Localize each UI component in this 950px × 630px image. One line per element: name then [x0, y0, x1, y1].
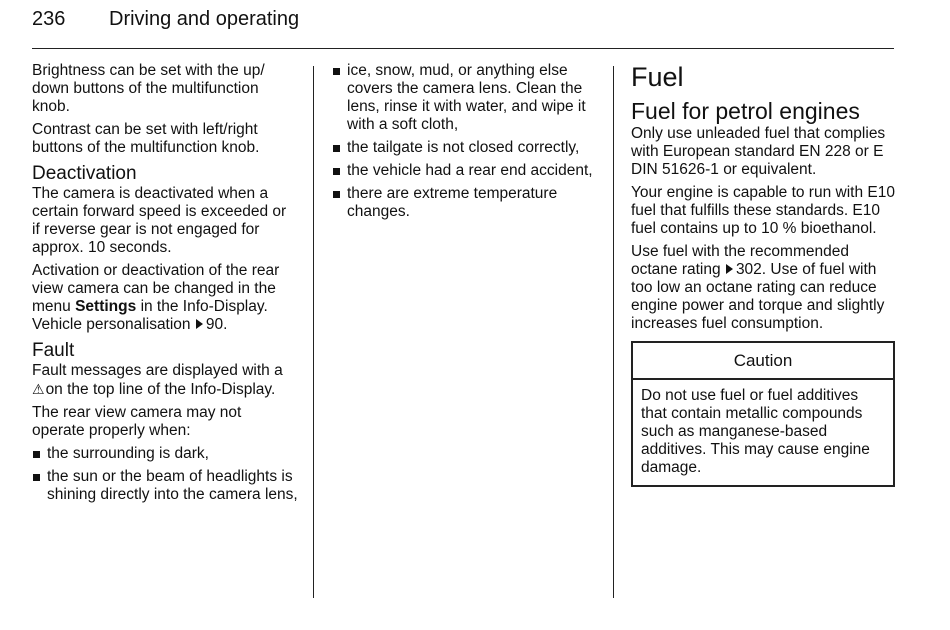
settings-term: Settings [75, 298, 137, 315]
warning-triangle-icon: ⚠ [32, 381, 45, 397]
octane-text: Use fuel with the recommended octane rating [631, 243, 849, 278]
caution-box [631, 341, 895, 487]
column-divider [313, 66, 314, 598]
running-title: Driving and operating [109, 8, 300, 30]
list-item: the vehicle had a rear end accident, [332, 162, 598, 180]
list-item: ice, snow, mud, or anything else covers the camera lens. Clean the lens, rinse it with water, and wipe it with a soft cloth, [332, 62, 598, 134]
fuel-paragraph-1: Only use unleaded fuel that complies with European standard EN 228 or E DIN 51626-1 or equivalent. [631, 125, 886, 178]
section-title: Fuel [631, 62, 684, 92]
condition-list [32, 445, 298, 504]
contrast-paragraph: Contrast can be set with left/right buttons of the multifunction knob. [32, 121, 260, 156]
bullet-square-icon [33, 451, 40, 458]
brightness-paragraph: Brightness can be set with the up/ down buttons of the multifunction knob. [32, 62, 265, 115]
page-reference-arrow-icon [726, 264, 733, 274]
bullet-square-icon [333, 191, 340, 198]
page-reference: 90. [205, 316, 228, 333]
subsection-title: Fuel for petrol engines [631, 98, 860, 124]
page-number: 236 [32, 8, 66, 30]
caution-title: Caution [633, 343, 893, 380]
activation-text-cont: in the Info-Display. Vehicle personalisation [32, 298, 268, 333]
camera-intro: The rear view camera may not operate properly when: [32, 404, 242, 439]
column-divider [613, 66, 614, 598]
bullet-square-icon [333, 145, 340, 152]
caution-body [633, 380, 893, 485]
column-right [631, 62, 895, 487]
activation-text: Activation or deactivation of the rear view camera can be changed in the menu [32, 262, 280, 315]
fault-paragraph [32, 362, 298, 399]
bullet-square-icon [333, 68, 340, 75]
condition-list-cont [332, 62, 598, 221]
deactivation-heading: Deactivation [32, 163, 137, 184]
activation-paragraph [32, 262, 298, 334]
caution-text: Do not use fuel or fuel additives that contain metallic compounds such as manganese-based additives. This may cause engine damage. [641, 387, 870, 476]
list-item: there are extreme temperature changes. [332, 185, 598, 221]
bullet-square-icon [333, 168, 340, 175]
page-reference-arrow-icon [196, 319, 203, 329]
list-item: the tailgate is not closed correctly, [332, 139, 598, 157]
column-middle [332, 62, 598, 226]
list-item: the sun or the beam of headlights is shining directly into the camera lens, [32, 468, 298, 504]
column-left [32, 62, 298, 509]
fuel-paragraph-3 [631, 243, 895, 333]
fault-heading: Fault [32, 340, 75, 361]
deactivation-paragraph: The camera is deactivated when a certain forward speed is exceeded or if reverse gear is not engaged for approx. 10 seconds. [32, 185, 287, 256]
bullet-square-icon [33, 474, 40, 481]
page-reference: 302. [735, 261, 767, 278]
list-item: the surrounding is dark, [32, 445, 298, 463]
fuel-paragraph-2: Your engine is capable to run with E10 fuel that fulfills these standards. E10 fuel contains up to 10 % bioethanol. [631, 184, 895, 237]
fault-text: Fault messages are displayed with a [32, 362, 283, 379]
octane-text-cont: Use of fuel with too low an octane rating can reduce engine power and torque and slightly increases fuel consumption. [631, 261, 885, 332]
header-rule [32, 48, 894, 49]
fault-text-cont: on the top line of the Info-Display. [45, 381, 276, 398]
